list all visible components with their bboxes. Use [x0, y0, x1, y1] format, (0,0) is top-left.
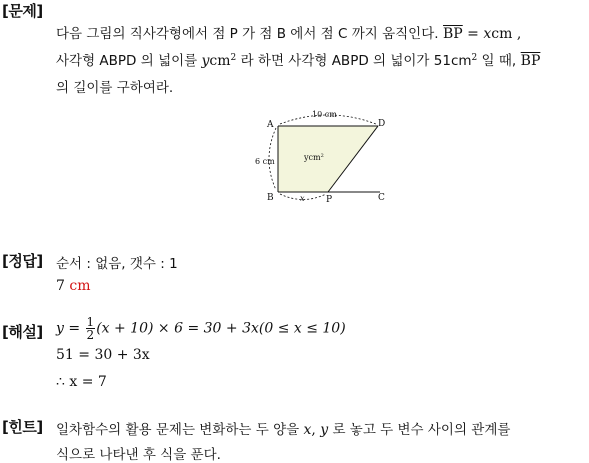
solution-eq-1-lhs: y = [56, 320, 85, 337]
answer-line-1: 순서 : 없음, 갯수 : 1 [56, 256, 178, 272]
problem-line-2-suffix: 일 때, [477, 53, 517, 69]
problem-line-3: 의 길이를 구하여라. [56, 80, 174, 96]
left-length-label: 6 cm [255, 157, 275, 166]
solution-eq-1 [56, 316, 346, 341]
label-b: B [267, 193, 274, 203]
comma: , [311, 422, 321, 438]
answer-tag: [정답] [2, 252, 43, 270]
answer-value-line [56, 278, 91, 294]
label-p: P [326, 195, 333, 205]
hint-line-1-suffix: 로 놓고 두 변수 사이의 관계를 [328, 422, 511, 438]
solution-tag: [해설] [2, 323, 43, 341]
top-length-label: 10 cm [312, 110, 337, 119]
var-x: x [483, 26, 492, 42]
hint-line-1 [56, 418, 510, 438]
fraction-numerator: 1 [86, 315, 95, 329]
hint-tag: [힌트] [2, 418, 43, 436]
area-label: ycm$^2$ [304, 153, 324, 162]
var-y: y [201, 53, 210, 69]
var-x: x [303, 422, 312, 438]
superscript-2: 2 [230, 53, 237, 63]
label-d: D [378, 119, 386, 129]
problem-line-2 [56, 49, 540, 69]
fraction-one-half [86, 316, 96, 341]
hint-line-1-text: 일차함수의 활용 문제는 변화하는 두 양을 [56, 422, 304, 438]
problem-line-1 [56, 22, 521, 42]
solution-eq-3: ∴ x = 7 [56, 374, 107, 390]
bottom-var-label: x [300, 194, 305, 203]
superscript-2: 2 [471, 53, 478, 63]
fraction-denominator: 2 [86, 328, 95, 342]
problem-tag: [문제] [2, 2, 43, 20]
unit-cm: cm , [491, 26, 522, 42]
problem-line-2-mid: 라 하면 사각형 ABPD 의 넓이가 51cm [236, 53, 472, 69]
label-c: C [378, 193, 385, 203]
problem-line-2-prefix: 사각형 ABPD 의 넓이를 [56, 53, 202, 69]
solution-eq-1-rhs: (x + 10) × 6 = 30 + 3x(0 ≤ x ≤ 10) [96, 320, 346, 337]
var-y: y [320, 422, 329, 438]
answer-value: 7 [56, 278, 65, 294]
equals-sign: = [462, 26, 484, 42]
problem-line-1-text: 다음 그림의 직사각형에서 점 P 가 점 B 에서 점 C 까지 움직인다. [56, 26, 439, 42]
segment-bp: $\overline{BP}$ [443, 26, 463, 42]
answer-unit: cm [69, 278, 91, 294]
solution-eq-2: 51 = 30 + 3x [56, 347, 150, 363]
quadrilateral-abpd [278, 126, 378, 192]
unit-cm: cm [209, 53, 231, 69]
label-a: A [267, 120, 274, 130]
segment-bp: $\overline{BP}$ [520, 53, 541, 69]
rectangle-figure [250, 108, 400, 208]
hint-line-2: 식으로 나타낸 후 식을 푼다. [56, 447, 221, 463]
